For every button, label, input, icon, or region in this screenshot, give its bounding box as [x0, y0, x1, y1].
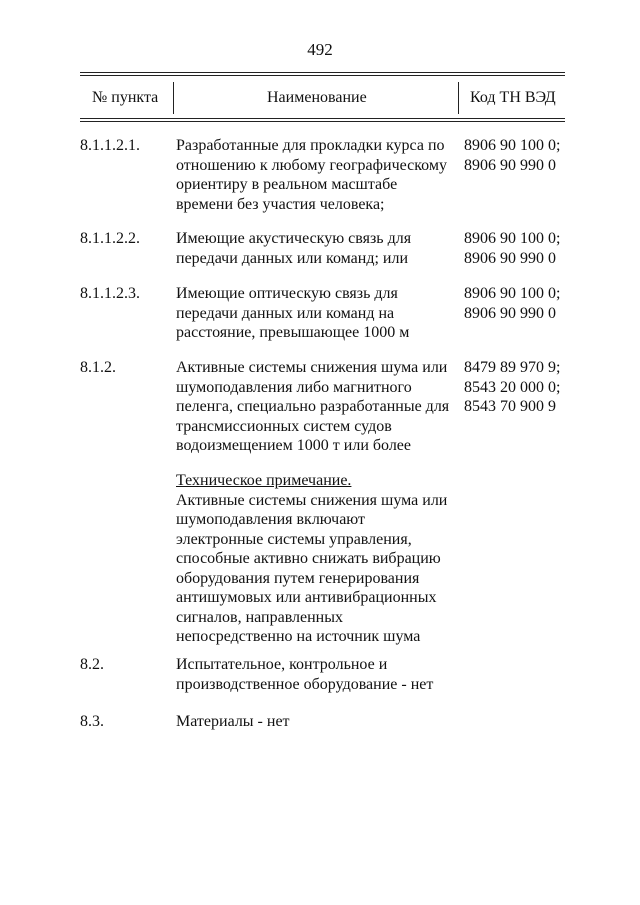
row-name-line: шумоподавления либо магнитного: [176, 378, 412, 396]
technical-note-line: шумоподавления включают: [176, 511, 366, 528]
row-code-line: 8479 89 970 9;: [464, 359, 561, 376]
row-code-line: 8906 90 100 0;: [464, 137, 561, 154]
row-code-line: 8906 90 990 0: [464, 156, 556, 174]
page-number: 492: [307, 40, 333, 59]
header-rule-bottom-inner: [80, 121, 565, 122]
header-rule-top: [80, 72, 565, 73]
row-name-line: передачи данных или команд на: [176, 304, 395, 322]
row-name-line: Разработанные для прокладки курса по: [176, 137, 445, 154]
row-name-line: Имеющие оптическую связь для: [176, 285, 398, 302]
row-code: [464, 284, 560, 323]
row-name-line: ориентиру в реальном масштабе: [176, 176, 398, 193]
row-name-line: Активные системы снижения шума или: [176, 359, 448, 376]
row-number: 8.2.: [80, 656, 104, 673]
row-code-line: 8906 90 100 0;: [464, 230, 561, 247]
row-code-line: 8906 90 990 0: [464, 249, 556, 267]
row-name-line: отношению к любому географическому: [176, 156, 447, 174]
technical-note-line: сигналов, направленных: [176, 608, 343, 626]
header-number: № пункта: [92, 89, 159, 106]
row-name-line: Испытательное, контрольное и: [176, 656, 388, 673]
row-number: 8.1.1.2.1.: [80, 137, 140, 154]
row-number: 8.3.: [80, 713, 104, 730]
technical-note-title: Техническое примечание.: [176, 472, 352, 489]
row-name: [176, 655, 466, 694]
row-name-line: Имеющие акустическую связь для: [176, 230, 412, 247]
row-code-line: 8543 20 000 0;: [464, 378, 561, 396]
row-name-line: трансмиссионных систем судов: [176, 417, 392, 435]
technical-note-body: [176, 471, 466, 647]
row-name-line: Материалы - нет: [176, 713, 290, 730]
header-rule-bottom: [80, 118, 565, 119]
row-name-line: производственное оборудование - нет: [176, 675, 434, 693]
row-number: 8.1.2.: [80, 359, 116, 376]
row-name-line: пеленга, специально разработанные для: [176, 398, 450, 415]
row-name-line: водоизмещением 1000 т или более: [176, 437, 411, 454]
header-code: Код ТН ВЭД: [470, 89, 556, 106]
row-number: 8.1.1.2.2.: [80, 230, 140, 247]
technical-note-line: электронные системы управления,: [176, 530, 412, 548]
row-code-line: 8906 90 100 0;: [464, 285, 561, 302]
row-name: [176, 358, 466, 456]
row-code: [464, 229, 560, 268]
technical-note-line: непосредственно на источник шума: [176, 628, 421, 645]
header-name: Наименование: [267, 89, 367, 106]
column-divider: [173, 82, 174, 114]
row-name-line: расстояние, превышающее 1000 м: [176, 324, 410, 341]
row-name-line: времени без участия человека;: [176, 195, 385, 213]
row-code-line: 8906 90 990 0: [464, 304, 556, 322]
column-divider: [458, 82, 459, 114]
technical-note-line: антишумовых или антивибрационных: [176, 589, 437, 606]
header-rule-top-inner: [80, 75, 565, 76]
technical-note-line: Активные системы снижения шума или: [176, 491, 448, 509]
row-name: [176, 284, 466, 343]
row-number: 8.1.1.2.3.: [80, 285, 140, 302]
row-code: [464, 136, 560, 175]
row-name: [176, 229, 466, 268]
technical-note-line: оборудования путем генерирования: [176, 569, 420, 587]
technical-note-line: способные активно снижать вибрацию: [176, 550, 441, 567]
row-code-line: 8543 70 900 9: [464, 398, 556, 415]
row-code: [464, 358, 560, 417]
row-name: [176, 136, 466, 214]
row-name-line: передачи данных или команд; или: [176, 249, 409, 267]
row-name: [176, 712, 466, 732]
